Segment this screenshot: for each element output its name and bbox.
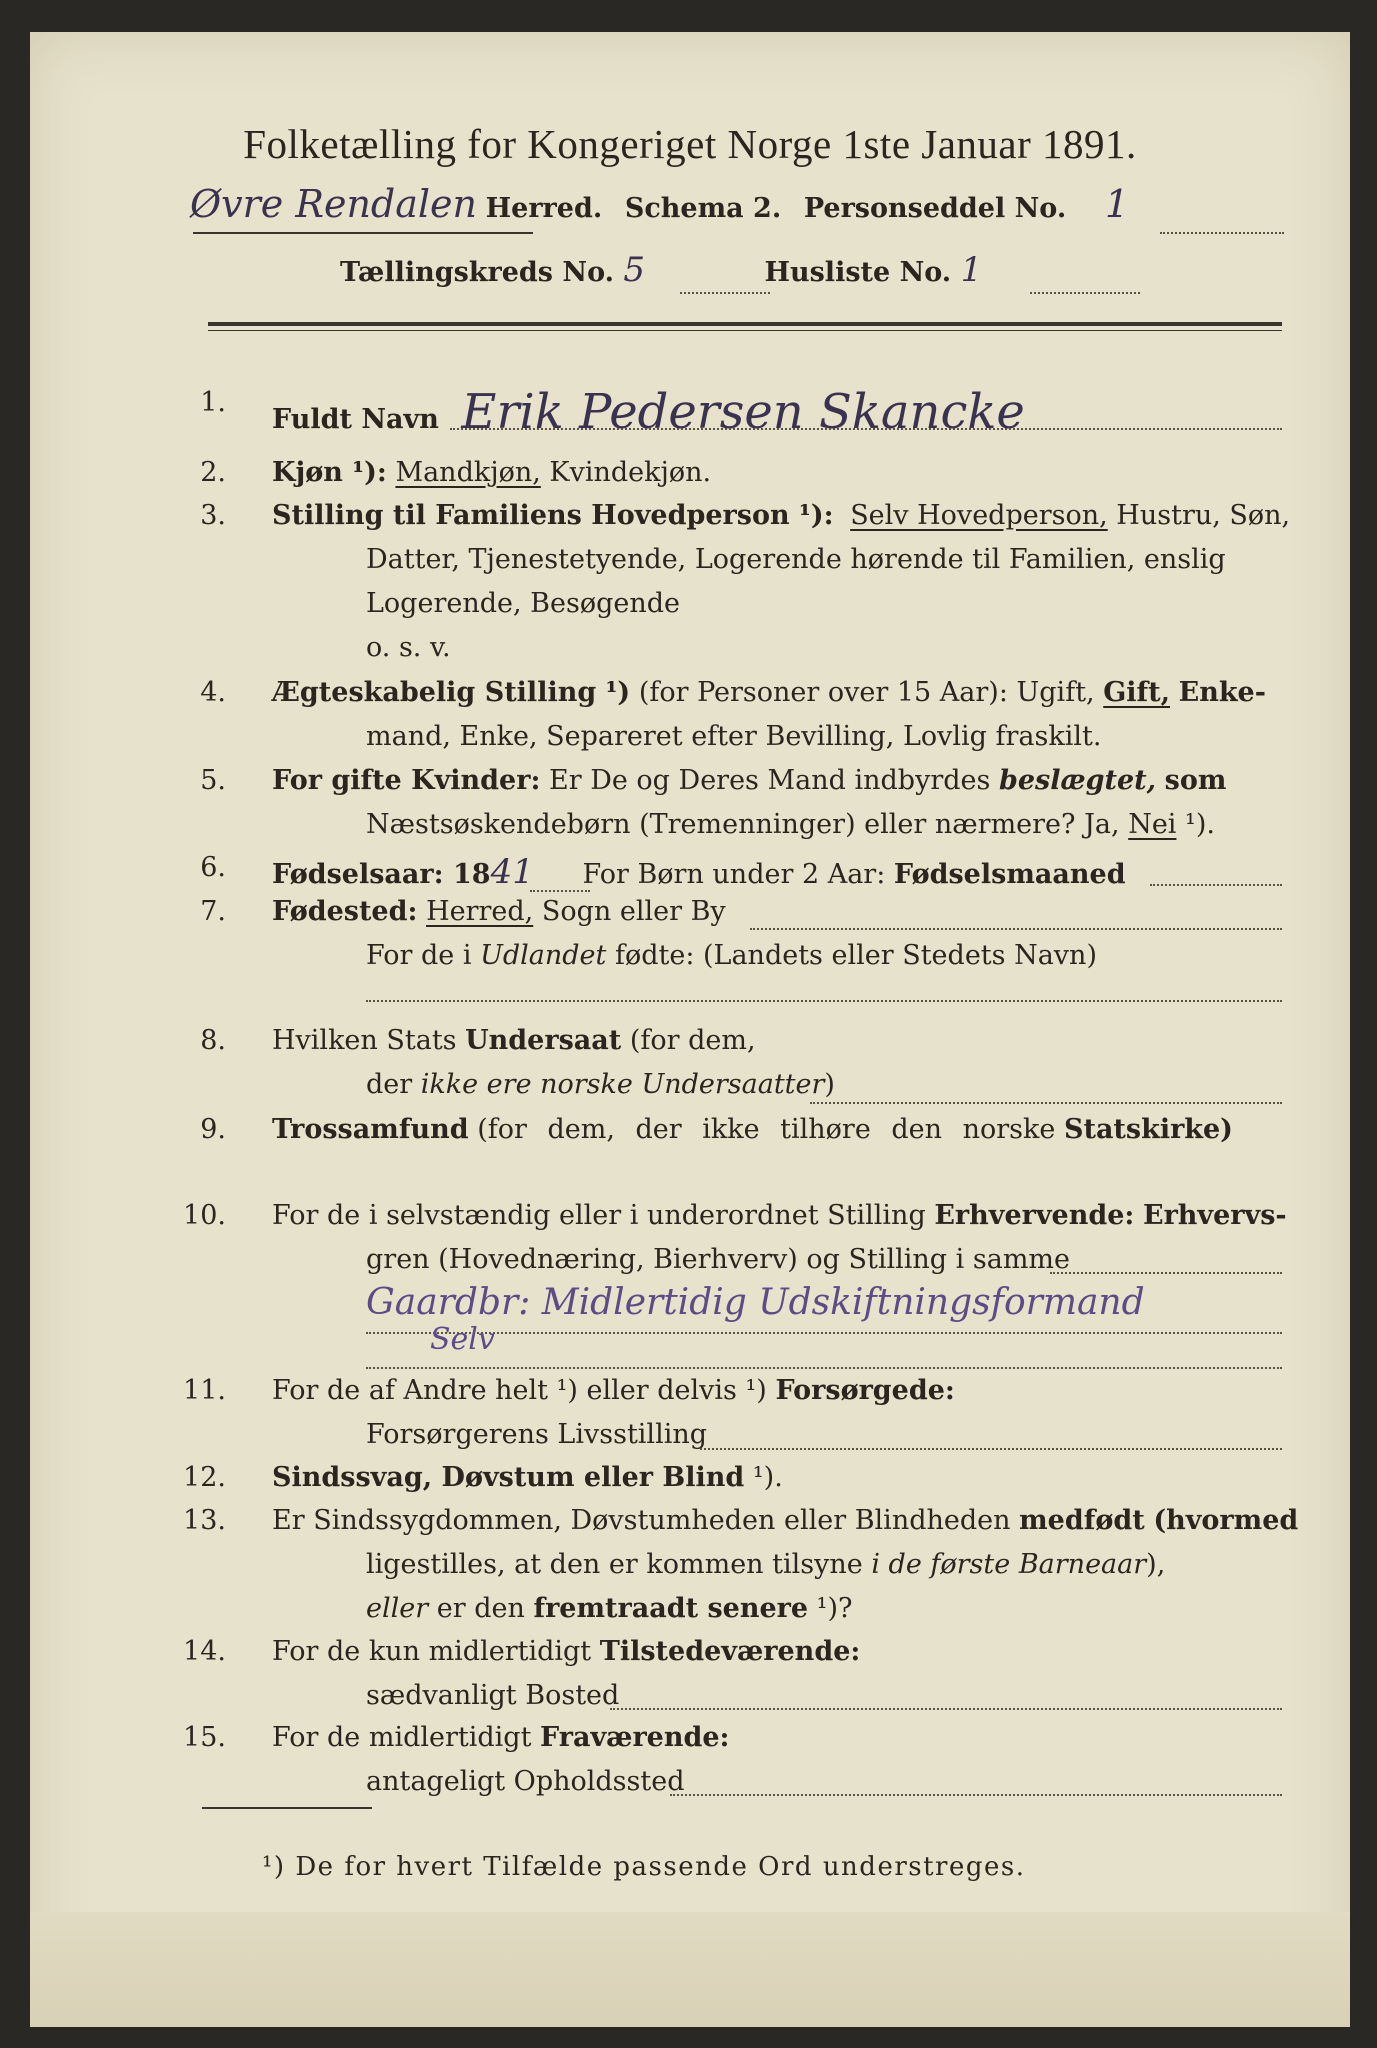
herred-value: Øvre Rendalen <box>190 182 478 226</box>
q9-line <box>272 1114 1233 1145</box>
q7-line1 <box>272 896 726 927</box>
q3-line4: o. s. v. <box>366 632 451 663</box>
q13-line3-bold: fremtraadt senere <box>533 1593 809 1624</box>
q6-month-dots <box>1150 884 1282 886</box>
q1-label: Fuldt Navn <box>272 404 439 435</box>
q8-line2-a: der <box>366 1069 413 1100</box>
q2-number: 2. <box>200 457 226 488</box>
kreds-line <box>340 250 982 290</box>
q6-year-dots <box>530 890 590 892</box>
footnote-rule <box>202 1807 372 1809</box>
q13-line2 <box>366 1549 1165 1580</box>
personseddel-label: Personseddel No. <box>803 193 1067 224</box>
q13-text1: Er Sindssygdommen, Døvstumheden eller Blindheden <box>272 1505 1011 1536</box>
q10-dots1 <box>1050 1272 1282 1274</box>
header-rule-thin <box>208 330 1282 331</box>
q11-line1 <box>272 1375 955 1406</box>
q12-number: 12. <box>183 1462 226 1493</box>
q5-italic: beslægtet, <box>998 765 1157 796</box>
q5-option-selected: Nei <box>1128 809 1177 840</box>
header-rule-thick <box>208 322 1282 326</box>
q1-line <box>272 384 1025 440</box>
q13-line1 <box>272 1505 1298 1536</box>
q11-dots <box>700 1448 1282 1450</box>
q7-line2-a: For de i <box>366 940 472 971</box>
q1-value: Erik Pedersen Skancke <box>461 384 1025 440</box>
q8-line2-italic: ikke ere norske Undersaatter <box>420 1069 825 1100</box>
q13-line3-a: er den <box>436 1593 525 1624</box>
q8-label: Undersaat <box>465 1025 622 1056</box>
q15-line1 <box>272 1722 730 1753</box>
q8-dots <box>810 1102 1282 1104</box>
schema-label: Schema 2. <box>624 193 782 224</box>
q1-dots <box>450 428 1282 430</box>
husliste-dots <box>1030 292 1140 294</box>
q5-number: 5. <box>200 765 226 796</box>
q7-line2-italic: Udlandet <box>480 940 607 971</box>
q14-line2: sædvanligt Bosted <box>366 1680 620 1711</box>
q4-option-selected: Gift, <box>1103 677 1171 708</box>
bottom-paper-strip <box>30 1912 1350 2027</box>
q10-value1: Gaardbr: Midlertidig Udskiftningsformand <box>366 1282 1145 1323</box>
census-form-sheet <box>30 32 1350 2027</box>
q7-option-selected: Herred, <box>426 896 534 927</box>
q14-dots <box>610 1708 1282 1710</box>
q13-line3-b: ¹)? <box>816 1593 853 1624</box>
q4-text2: Enke- <box>1178 677 1266 708</box>
q13-line2-b: ), <box>1146 1549 1166 1580</box>
herred-underline <box>193 232 533 234</box>
form-title: Folketælling for Kongeriget Norge 1ste Januar 1891. <box>243 121 1137 167</box>
q6-value: 41 <box>490 852 534 892</box>
q3-option-selected: Selv Hovedperson, <box>850 500 1108 531</box>
q5-line2-end: ¹). <box>1185 809 1215 840</box>
q13-line3-italic: eller <box>366 1593 429 1624</box>
q10-line2: gren (Hovednæring, Bierhverv) og Stilling i samme <box>366 1244 1071 1275</box>
q8-number: 8. <box>200 1025 226 1056</box>
q7-line2-b: fødte: (Landets eller Stedets Navn) <box>614 940 1097 971</box>
q9-text1: (for dem, der ikke tilhøre den norske <box>477 1114 1056 1145</box>
q7-label: Fødested: <box>272 896 418 927</box>
q7-blank-dots <box>366 1000 1282 1002</box>
q12-label: Sindssvag, Døvstum eller Blind <box>272 1462 745 1493</box>
q15-line2: antageligt Opholdssted <box>366 1766 685 1797</box>
q15-number: 15. <box>183 1722 226 1753</box>
q5-line1 <box>272 765 1226 796</box>
q5-text2: som <box>1164 765 1227 796</box>
q13-text2: (hvormed <box>1153 1505 1299 1536</box>
q6-label: Fødselsaar: 18 <box>272 859 491 890</box>
q10-dots2 <box>366 1332 1282 1334</box>
q8-line2-b: ) <box>824 1069 835 1100</box>
q1-number: 1. <box>200 387 226 418</box>
q4-line2: mand, Enke, Separeret efter Bevilling, Lovlig fraskilt. <box>366 721 1102 752</box>
q15-dots <box>670 1794 1282 1796</box>
q15-text1: For de midlertidigt <box>272 1722 532 1753</box>
q6-label2: Fødselsmaaned <box>893 859 1126 890</box>
q13-line3 <box>366 1593 853 1624</box>
q7-number: 7. <box>200 896 226 927</box>
husliste-value: 1 <box>960 250 983 290</box>
q2-line <box>272 457 711 488</box>
q10-dots3 <box>366 1367 1282 1369</box>
q15-label: Fraværende: <box>540 1722 730 1753</box>
q13-number: 13. <box>183 1505 226 1536</box>
q8-line1 <box>272 1025 756 1056</box>
q13-line2-italic: i de første Barneaar <box>871 1549 1147 1580</box>
q7-text1: Sogn eller By <box>541 896 726 927</box>
kreds-dots <box>680 292 770 294</box>
q2-option-selected: Mandkjøn, <box>395 457 541 488</box>
q4-line1 <box>272 677 1266 708</box>
q3-label: Stilling til Familiens Hovedperson ¹): <box>272 500 834 531</box>
q14-label: Tilstedeværende: <box>599 1636 861 1667</box>
q7-line2 <box>366 940 1097 971</box>
q13-label: medfødt <box>1019 1505 1145 1536</box>
q3-number: 3. <box>200 500 226 531</box>
q6-number: 6. <box>200 852 226 883</box>
q2-option: Kvindekjøn. <box>549 457 712 488</box>
q10-value2: Selv <box>430 1322 495 1357</box>
q11-label: Forsørgede: <box>775 1375 955 1406</box>
q6-text2: For Børn under 2 Aar: <box>582 859 886 890</box>
q14-text1: For de kun midlertidigt <box>272 1636 592 1667</box>
q4-label: Ægteskabelig Stilling ¹) <box>272 677 631 708</box>
q12-line <box>272 1462 783 1493</box>
q11-text1: For de af Andre helt ¹) eller delvis ¹) <box>272 1375 767 1406</box>
q8-text2: (for dem, <box>629 1025 756 1056</box>
q4-text1: (for Personer over 15 Aar): Ugift, <box>638 677 1095 708</box>
personseddel-dots <box>1160 232 1284 234</box>
q3-line2: Datter, Tjenestetyende, Logerende hørende til Familien, enslig <box>366 544 1226 575</box>
q9-number: 9. <box>200 1114 226 1145</box>
kreds-value: 5 <box>623 250 646 290</box>
husliste-label: Husliste No. <box>764 257 952 288</box>
q8-text1: Hvilken Stats <box>272 1025 457 1056</box>
q10-label: Erhvervende: <box>934 1200 1135 1231</box>
q7-dots <box>750 928 1282 930</box>
q13-line2-a: ligestilles, at den er kommen tilsyne <box>366 1549 863 1580</box>
q9-label: Trossamfund <box>272 1114 469 1145</box>
q11-number: 11. <box>183 1375 226 1406</box>
q2-label: Kjøn ¹): <box>272 457 387 488</box>
personseddel-value: 1 <box>1104 182 1130 226</box>
q10-text1: For de i selvstændig eller i underordnet Stilling <box>272 1200 926 1231</box>
q10-number: 10. <box>183 1200 226 1231</box>
kreds-label: Tællingskreds No. <box>340 257 615 288</box>
q8-line2 <box>366 1069 835 1100</box>
q6-line <box>272 852 1126 892</box>
q12-end: ¹). <box>752 1462 783 1493</box>
q5-line2-text: Næstsøskendebørn (Tremenninger) eller nærmere? Ja, <box>366 809 1120 840</box>
q11-line2: Forsørgerens Livsstilling <box>366 1419 708 1450</box>
q3-line3: Logerende, Besøgende <box>366 588 680 619</box>
herred-label: Herred. <box>485 193 603 224</box>
q3-options-rest: Hustru, Søn, <box>1116 500 1291 531</box>
herred-line <box>190 182 1129 226</box>
footnote: ¹) De for hvert Tilfælde passende Ord understreges. <box>262 1852 1026 1882</box>
q14-number: 14. <box>183 1636 226 1667</box>
q10-label2: Erhvervs- <box>1143 1200 1287 1231</box>
q5-label: For gifte Kvinder: <box>272 765 541 796</box>
q3-line1 <box>272 500 1290 531</box>
q10-line1 <box>272 1200 1287 1231</box>
q5-text1: Er De og Deres Mand indbyrdes <box>549 765 991 796</box>
q14-line1 <box>272 1636 860 1667</box>
q9-label2: Statskirke) <box>1063 1114 1233 1145</box>
q5-line2 <box>366 809 1215 840</box>
q4-number: 4. <box>200 677 226 708</box>
